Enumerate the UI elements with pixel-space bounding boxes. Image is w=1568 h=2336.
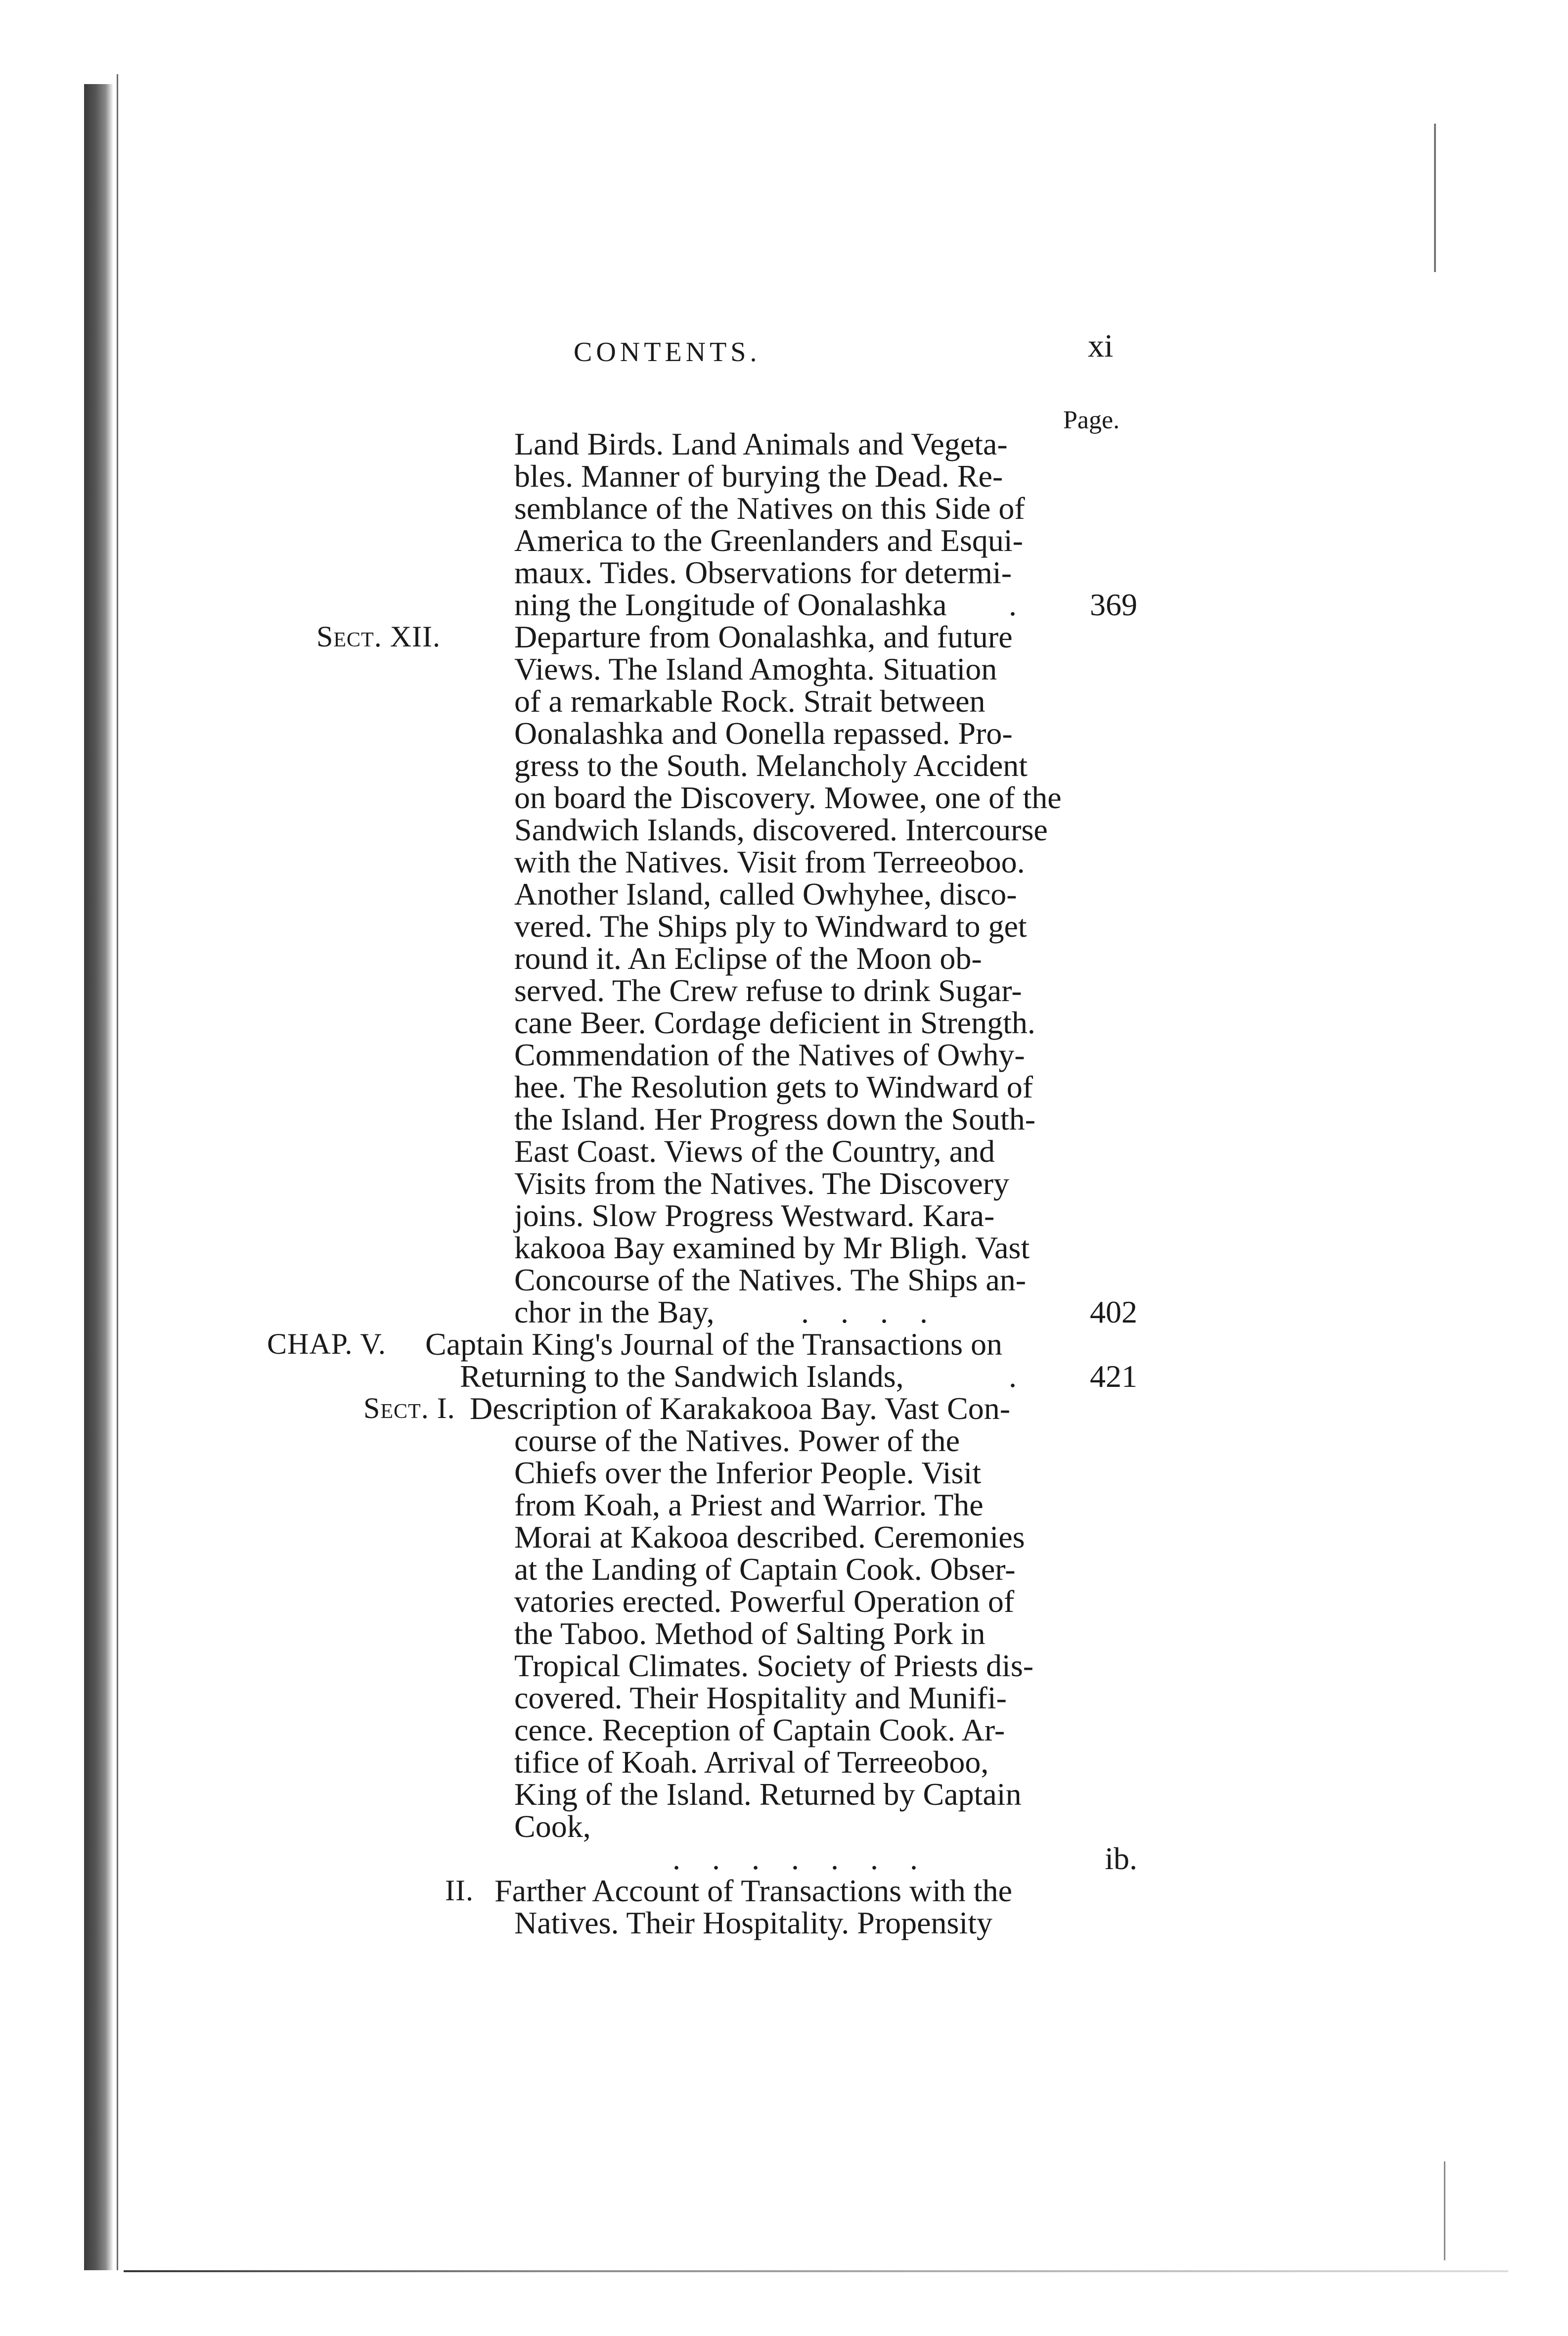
page-column-label: Page. [1063,406,1120,434]
entry-line: kakooa Bay examined by Mr Bligh. Vast [514,1230,1030,1265]
page-number: 369 [1090,587,1137,622]
entry-line: semblance of the Natives on this Side of [514,491,1025,526]
entry-line: Cook, [514,1809,591,1844]
entry-line: America to the Greenlanders and Esqui- [514,523,1023,558]
binding-edge-line [117,74,118,2270]
entry-line: joins. Slow Progress Westward. Kara- [514,1198,995,1233]
binding-gutter-shadow [84,84,113,2270]
entry-line: tifice of Koah. Arrival of Terreeoboo, [514,1744,989,1780]
entry-line: the Taboo. Method of Salting Pork in [514,1616,986,1651]
page-right-edge-mark [1434,124,1436,272]
entry-line: ning the Longitude of Oonalashka [514,587,947,622]
entry-line: Concourse of the Natives. The Ships an- [514,1262,1027,1297]
page-bottom-edge [124,2270,1508,2272]
entry-line: Tropical Climates. Society of Priests dis- [514,1648,1034,1683]
page-number: ib. [1105,1841,1137,1876]
entry-line: bles. Manner of burying the Dead. Re- [514,458,1003,494]
section-label: Sect. XII. [316,620,441,653]
section-entry [514,621,1062,1328]
entry-line: Commendation of the Natives of Owhy- [514,1037,1025,1072]
entry-line: Visits from the Natives. The Discovery [514,1166,1009,1201]
chapter-entry-line: Captain King's Journal of the Transactions on [425,1327,1002,1362]
entry-line: vatories erected. Powerful Operation of [514,1584,1015,1619]
section-entry-line: Natives. Their Hospitality. Propensity [514,1905,992,1940]
dot-leader: . [1009,1359,1017,1394]
entry-continuation [514,428,1025,621]
running-title: CONTENTS. [574,337,761,367]
section-entry-line: Farther Account of Transactions with the [494,1873,1012,1908]
entry-line: King of the Island. Returned by Captain [514,1777,1022,1812]
entry-line: at the Landing of Captain Cook. Obser- [514,1552,1016,1587]
entry-line: the Island. Her Progress down the South- [514,1101,1036,1137]
dot-leader: . [1009,587,1017,622]
folio-number: xi [1088,328,1114,364]
dot-leader: . . . . [801,1294,928,1329]
section-entry-line: Description of Karakakooa Bay. Vast Con- [470,1391,1011,1426]
entry-line: cence. Reception of Captain Cook. Ar- [514,1712,1005,1747]
entry-line: Oonalashka and Oonella repassed. Pro- [514,716,1013,751]
entry-line: served. The Crew refuse to drink Sugar- [514,973,1022,1008]
entry-line: cane Beer. Cordage deficient in Strength. [514,1005,1035,1040]
entry-line: from Koah, a Priest and Warrior. The [514,1487,984,1522]
entry-line: of a remarkable Rock. Strait between [514,684,986,719]
page-number: 402 [1090,1294,1137,1329]
dot-leader: . . . . . . . [672,1841,918,1876]
entry-line: course of the Natives. Power of the [514,1423,960,1458]
entry-line: Morai at Kakooa described. Ceremonies [514,1519,1025,1555]
entry-line: Land Birds. Land Animals and Vegeta- [514,426,1008,461]
page-number: 421 [1090,1359,1137,1394]
entry-line: East Coast. Views of the Country, and [514,1134,995,1169]
entry-line: maux. Tides. Observations for determi- [514,555,1012,590]
entry-line: round it. An Eclipse of the Moon ob- [514,941,982,976]
section-entry [514,1424,1033,1842]
entry-line: chor in the Bay, [514,1294,715,1329]
section-label: II. [445,1874,474,1907]
entry-line: Sandwich Islands, discovered. Intercourse [514,812,1048,847]
entry-line: on board the Discovery. Mowee, one of the [514,780,1062,815]
entry-line: Departure from Oonalashka, and future [514,619,1013,654]
chapter-label: CHAP. V. [267,1328,386,1360]
chapter-entry-line: Returning to the Sandwich Islands, [460,1359,904,1394]
entry-line: Chiefs over the Inferior People. Visit [514,1455,982,1490]
entry-line: hee. The Resolution gets to Windward of [514,1069,1033,1104]
section-label: Sect. I. [363,1392,455,1424]
entry-line: gress to the South. Melancholy Accident [514,748,1028,783]
entry-line: vered. The Ships ply to Windward to get [514,909,1027,944]
page-right-edge-mark [1444,2161,1445,2260]
entry-line: with the Natives. Visit from Terreeoboo. [514,844,1025,879]
entry-line: Another Island, called Owhyhee, disco- [514,876,1017,912]
entry-line: Views. The Island Amoghta. Situation [514,651,997,687]
entry-line: covered. Their Hospitality and Munifi- [514,1680,1007,1715]
